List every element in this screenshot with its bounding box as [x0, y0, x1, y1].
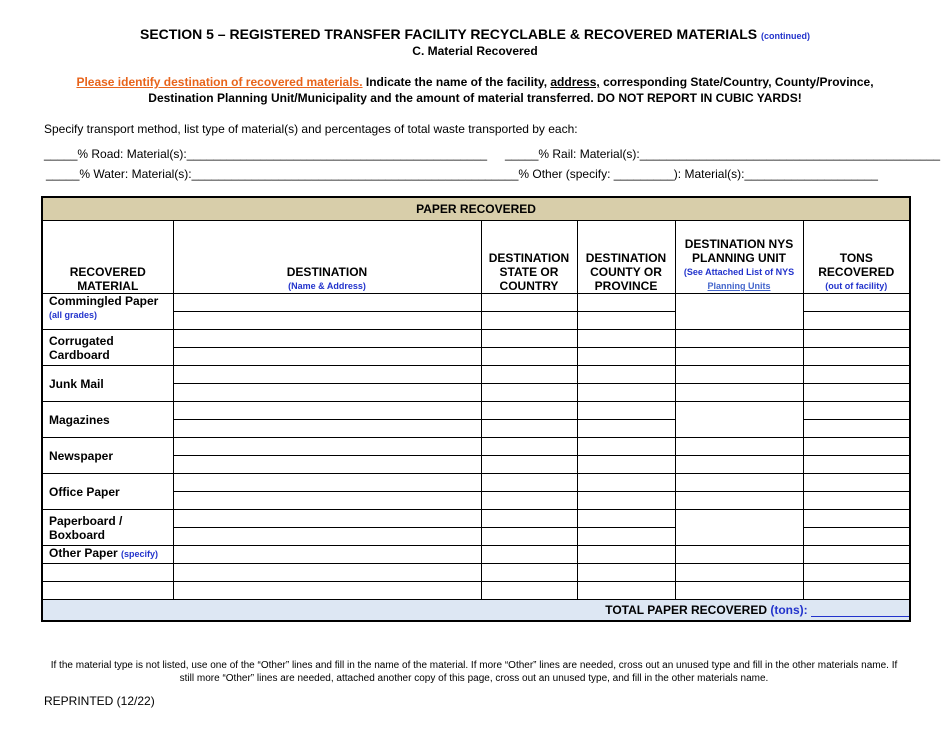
tons-cell[interactable]: [803, 582, 910, 600]
state-cell[interactable]: [481, 294, 577, 312]
col-header-nys: [675, 221, 803, 294]
total-row: [42, 600, 910, 622]
destination-cell[interactable]: [173, 366, 481, 384]
paper-recovered-table: [41, 196, 911, 622]
state-cell[interactable]: [481, 474, 577, 492]
table-row: [42, 366, 910, 384]
destination-cell[interactable]: [173, 312, 481, 330]
destination-cell[interactable]: [173, 294, 481, 312]
tons-cell[interactable]: [803, 528, 910, 546]
nys-cell[interactable]: [675, 474, 803, 492]
col-header-tons: [803, 221, 910, 294]
nys-cell[interactable]: [675, 348, 803, 366]
material-junk-mail: Junk Mail: [42, 366, 173, 402]
tons-cell[interactable]: [803, 312, 910, 330]
destination-cell[interactable]: [173, 474, 481, 492]
tons-cell[interactable]: [803, 438, 910, 456]
col-nys-label: DESTINATION NYS PLANNING UNIT: [684, 237, 794, 265]
table-row: [42, 384, 910, 402]
destination-cell[interactable]: [173, 384, 481, 402]
county-cell[interactable]: [577, 456, 675, 474]
state-cell[interactable]: [481, 564, 577, 582]
state-cell[interactable]: [481, 528, 577, 546]
state-cell[interactable]: [481, 348, 577, 366]
destination-cell[interactable]: [173, 348, 481, 366]
col-destination-sub: (Name & Address): [288, 281, 366, 291]
material-commingled: [42, 294, 173, 330]
destination-cell[interactable]: [173, 546, 481, 564]
county-cell[interactable]: [577, 312, 675, 330]
reprinted-label: REPRINTED (12/22): [44, 694, 155, 708]
county-cell[interactable]: [577, 546, 675, 564]
table-row: [42, 474, 910, 492]
nys-cell[interactable]: [675, 366, 803, 384]
table-row: [42, 402, 910, 420]
tons-cell[interactable]: [803, 402, 910, 420]
county-cell[interactable]: [577, 294, 675, 312]
instructions-line2: Destination Planning Unit/Municipality and the amount of material transferred. DO NOT REPORT IN CUBIC YARDS!: [148, 91, 802, 105]
destination-cell[interactable]: [173, 564, 481, 582]
county-cell[interactable]: [577, 420, 675, 438]
nys-cell[interactable]: [675, 438, 803, 456]
table-row: [42, 294, 910, 312]
tons-cell[interactable]: [803, 384, 910, 402]
material-other-paper: [42, 546, 173, 564]
instructions: [40, 74, 910, 106]
water-transport-field[interactable]: _____% Water: Material(s):____________________________________________: [46, 167, 486, 181]
material-other-sub: (specify): [121, 549, 159, 559]
state-cell[interactable]: [481, 582, 577, 600]
col-header-state: DESTINATION STATE OR COUNTRY: [481, 221, 577, 294]
footnote: If the material type is not listed, use one of the “Other” lines and fill in the name of the material. If more “Other” lines are needed, cross out an unused type and fill in the other materials name. If still more “Other” lines are needed, attached another copy of this page, cross out an unused type, and fill in the other materials name.: [50, 660, 898, 684]
nys-cell[interactable]: [675, 402, 803, 438]
total-tons-field[interactable]: [811, 604, 909, 617]
county-cell[interactable]: [577, 474, 675, 492]
col-tons-sub: (out of facility): [825, 281, 888, 291]
material-office-paper: Office Paper: [42, 474, 173, 510]
table-row: [42, 510, 910, 528]
material-cell[interactable]: [42, 564, 173, 582]
tons-cell[interactable]: [803, 564, 910, 582]
section-title-text: SECTION 5 – REGISTERED TRANSFER FACILITY RECYCLABLE & RECOVERED MATERIALS: [140, 26, 758, 42]
county-cell[interactable]: [577, 366, 675, 384]
material-corrugated: Corrugated Cardboard: [42, 330, 173, 366]
subsection-title: C. Material Recovered: [412, 44, 538, 58]
nys-cell[interactable]: [675, 492, 803, 510]
nys-cell[interactable]: [675, 330, 803, 348]
other-transport-field[interactable]: _____% Other (specify: _________): Material(s):____________________: [485, 167, 878, 181]
county-cell[interactable]: [577, 348, 675, 366]
col-header-material: RECOVERED MATERIAL: [42, 221, 173, 294]
tons-cell[interactable]: [803, 330, 910, 348]
state-cell[interactable]: [481, 492, 577, 510]
table-row: [42, 492, 910, 510]
county-cell[interactable]: [577, 510, 675, 528]
col-header-county: DESTINATION COUNTY OR PROVINCE: [577, 221, 675, 294]
material-newspaper: Newspaper: [42, 438, 173, 474]
section-title: [0, 26, 950, 42]
state-cell[interactable]: [481, 402, 577, 420]
tons-cell[interactable]: [803, 474, 910, 492]
planning-units-link[interactable]: Planning Units: [707, 281, 771, 291]
table-row: [42, 564, 910, 582]
instructions-address: address,: [550, 75, 600, 89]
tons-cell[interactable]: [803, 492, 910, 510]
nys-cell[interactable]: [675, 546, 803, 564]
nys-cell[interactable]: [675, 384, 803, 402]
county-cell[interactable]: [577, 564, 675, 582]
destination-cell[interactable]: [173, 492, 481, 510]
col-destination-label: DESTINATION: [286, 265, 368, 279]
material-other-label: Other Paper: [49, 546, 118, 560]
county-cell[interactable]: [577, 582, 675, 600]
table-row: [42, 330, 910, 348]
nys-cell[interactable]: [675, 564, 803, 582]
total-cell: [42, 600, 910, 622]
destination-cell[interactable]: [173, 402, 481, 420]
material-paperboard: Paperboard / Boxboard: [42, 510, 173, 546]
nys-cell[interactable]: [675, 510, 803, 546]
instructions-highlight: Please identify destination of recovered materials.: [76, 75, 363, 89]
tons-cell[interactable]: [803, 456, 910, 474]
tons-cell[interactable]: [803, 294, 910, 312]
destination-cell[interactable]: [173, 420, 481, 438]
total-label: TOTAL PAPER RECOVERED: [605, 603, 768, 617]
tons-cell[interactable]: [803, 348, 910, 366]
nys-cell[interactable]: [675, 294, 803, 330]
table-row: [42, 456, 910, 474]
total-unit: (tons):: [770, 603, 808, 617]
state-cell[interactable]: [481, 366, 577, 384]
state-cell[interactable]: [481, 456, 577, 474]
material-magazines: Magazines: [42, 402, 173, 438]
tons-cell[interactable]: [803, 546, 910, 564]
destination-cell[interactable]: [173, 456, 481, 474]
instructions-part1: Indicate the name of the facility,: [362, 75, 551, 89]
state-cell[interactable]: [481, 330, 577, 348]
table-row: [42, 438, 910, 456]
destination-cell[interactable]: [173, 528, 481, 546]
table-row: [42, 348, 910, 366]
nys-cell[interactable]: [675, 582, 803, 600]
county-cell[interactable]: [577, 384, 675, 402]
destination-cell[interactable]: [173, 510, 481, 528]
instructions-part2: corresponding State/Country, County/Province,: [599, 75, 874, 89]
destination-cell[interactable]: [173, 438, 481, 456]
nys-cell[interactable]: [675, 456, 803, 474]
material-commingled-sub: (all grades): [49, 310, 98, 320]
rail-transport-field[interactable]: _____% Rail: Material(s):_____________________________________________: [505, 147, 941, 161]
tons-cell[interactable]: [803, 510, 910, 528]
col-header-destination: [173, 221, 481, 294]
county-cell[interactable]: [577, 330, 675, 348]
state-cell[interactable]: [481, 510, 577, 528]
state-cell[interactable]: [481, 384, 577, 402]
paper-recovered-header: PAPER RECOVERED: [42, 197, 910, 221]
col-nys-sub-text: (See Attached List of NYS: [683, 267, 795, 277]
state-cell[interactable]: [481, 312, 577, 330]
table-row: [42, 582, 910, 600]
state-cell[interactable]: [481, 420, 577, 438]
destination-cell[interactable]: [173, 330, 481, 348]
continued-label: (continued): [760, 31, 810, 41]
col-tons-label: TONS RECOVERED: [818, 251, 895, 279]
destination-cell[interactable]: [173, 582, 481, 600]
material-cell[interactable]: [42, 582, 173, 600]
transport-instructions: Specify transport method, list type of material(s) and percentages of total waste transported by each:: [44, 122, 578, 136]
table-row: [42, 546, 910, 564]
state-cell[interactable]: [481, 546, 577, 564]
tons-cell[interactable]: [803, 366, 910, 384]
col-nys-sub: [676, 265, 803, 293]
county-cell[interactable]: [577, 492, 675, 510]
county-cell[interactable]: [577, 402, 675, 420]
material-commingled-label: Commingled Paper: [49, 294, 159, 308]
road-transport-field[interactable]: _____% Road: Material(s):_____________________________________________: [44, 147, 488, 161]
tons-cell[interactable]: [803, 420, 910, 438]
state-cell[interactable]: [481, 438, 577, 456]
county-cell[interactable]: [577, 528, 675, 546]
county-cell[interactable]: [577, 438, 675, 456]
